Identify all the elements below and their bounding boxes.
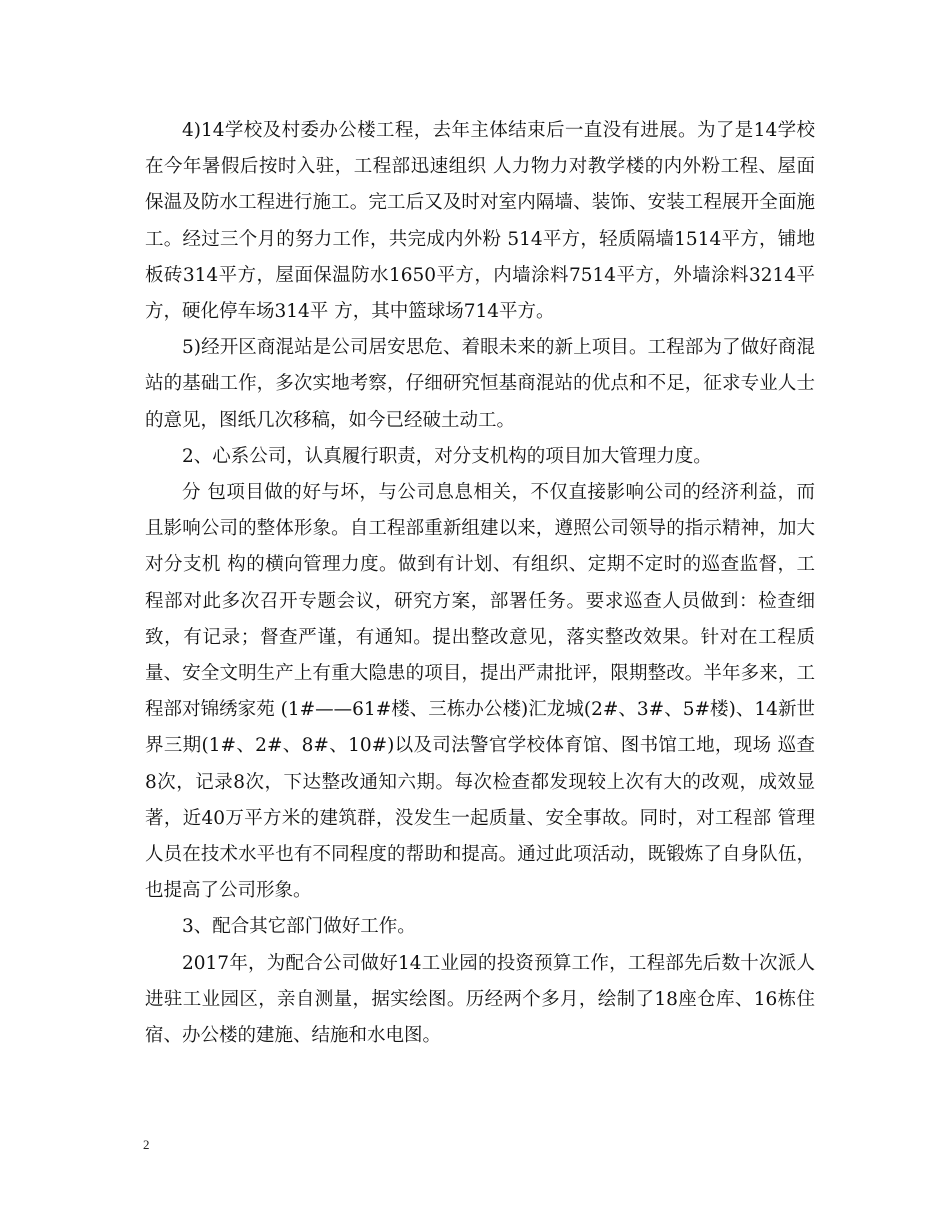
paragraph-heading-branch-management: 2、心系公司，认真履行职责，对分支机构的项目加大管理力度。 bbox=[182, 445, 712, 467]
document-body bbox=[145, 113, 815, 1054]
paragraph-school-project: 4)14学校及村委办公楼工程，去年主体结束后一直没有进展。为了是14学校在今年暑假后按时入驻，工程部迅速组织 人力物力对教学楼的内外粉工程、屋面保温及防水工程进行施工。完工后又及时对室内隔墙、装饰、安装工程展开全面施工。经过三个月的努力工作，共完成内外粉 514平方，轻质隔墙1514平方，铺地板砖314平方，屋面保温防水1650平方，内墙涂料7514平方，外墙涂料3214平方，硬化停车场314平 方，其中篮球场714平方。 bbox=[145, 120, 815, 323]
paragraph-concrete-station: 5)经开区商混站是公司居安思危、着眼未来的新上项目。工程部为了做好商混站的基础工作，多次实地考察，仔细研究恒基商混站的优点和不足，征求专业人士的意见，图纸几次移稿，如今已经破土动工。 bbox=[145, 337, 815, 431]
paragraph-heading-cooperation: 3、配合其它部门做好工作。 bbox=[182, 916, 416, 938]
paragraph-branch-inspection: 分 包项目做的好与坏，与公司息息相关，不仅直接影响公司的经济利益，而且影响公司的整体形象。自工程部重新组建以来，遵照公司领导的指示精神，加大对分支机 构的横向管理力度。做到有计划、有组织、定期不定时的巡查监督，工程部对此多次召开专题会议，研究方案，部署任务。要求巡查人员做到：检查细致，有记录；督查严谨，有通知。提出整改意见，落实整改效果。针对在工程质量、安全文明生产上有重大隐患的项目，提出严肃批评，限期整改。半年多来，工程部对锦绣家苑 (1#——61#楼、三栋办公楼)汇龙城(2#、3#、5#楼)、14新世界三期(1#、2#、8#、10#)以及司法警官学校体育馆、图书馆工地，现场 巡查8次，记录8次，下达整改通知六期。每次检查都发现较上次有大的改观，成效显著，近40万平方米的建筑群，没发生一起质量、安全事故。同时，对工程部 管理人员在技术水平也有不同程度的帮助和提高。通过此项活动，既锻炼了自身队伍，也提高了公司形象。 bbox=[145, 482, 815, 902]
page-number: 2 bbox=[143, 1137, 150, 1152]
paragraph-industrial-park: 2017年，为配合公司做好14工业园的投资预算工作，工程部先后数十次派人进驻工业园区，亲自测量，据实绘图。历经两个多月，绘制了18座仓库、16栋住宿、办公楼的建施、结施和水电图。 bbox=[145, 952, 815, 1047]
